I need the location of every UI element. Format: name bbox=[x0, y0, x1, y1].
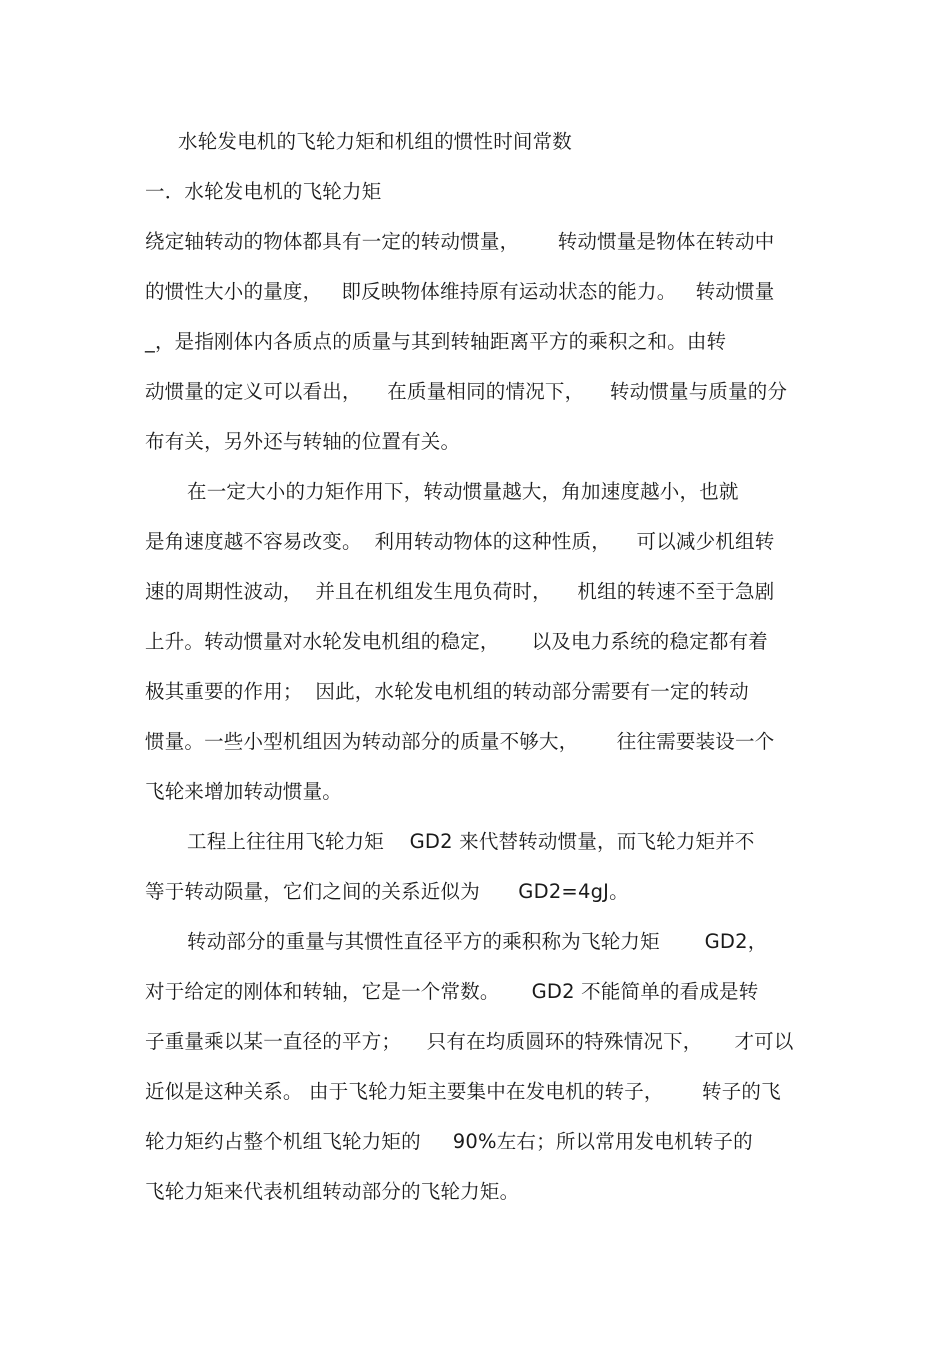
text-line: 对于给定的刚体和转轴，它是一个常数。 GD2 不能简单的看成是转 bbox=[145, 980, 759, 1003]
text-line: 工程上往往用飞轮力矩 GD2 来代替转动惯量，而飞轮力矩并不 bbox=[187, 830, 755, 853]
text-line: 速的周期性波动， 并且在机组发生甩负荷时， 机组的转速不至于急剧 bbox=[145, 580, 775, 603]
text-line: 等于转动陨量，它们之间的关系近似为 GD2=4gJ。 bbox=[145, 880, 629, 903]
document-title: 水轮发电机的飞轮力矩和机组的惯性时间常数 bbox=[178, 130, 573, 153]
text-line: 极其重要的作用； 因此，水轮发电机组的转动部分需要有一定的转动 bbox=[145, 680, 749, 703]
text-line: 轮力矩约占整个机组飞轮力矩的 90%左右；所以常用发电机转子的 bbox=[145, 1130, 753, 1153]
text-line: 飞轮力矩来代表机组转动部分的飞轮力矩。 bbox=[145, 1180, 520, 1203]
text-line: 飞轮来增加转动惯量。 bbox=[145, 780, 343, 803]
text-line: 转动部分的重量与其惯性直径平方的乘积称为飞轮力矩 GD2， bbox=[187, 930, 768, 953]
text-line: 是角速度越不容易改变。 利用转动物体的这种性质， 可以减少机组转 bbox=[145, 530, 775, 553]
text-line: _，是指刚体内各质点的质量与其到转轴距离平方的乘积之和。由转 bbox=[145, 330, 727, 353]
text-line: 的惯性大小的量度， 即反映物体维持原有运动状态的能力。 转动惯量 bbox=[145, 280, 775, 303]
text-line: 近似是这种关系。 由于飞轮力矩主要集中在发电机的转子， 转子的飞 bbox=[145, 1080, 781, 1103]
text-line: 上升。转动惯量对水轮发电机组的稳定， 以及电力系统的稳定都有着 bbox=[145, 630, 768, 653]
text-line: 惯量。一些小型机组因为转动部分的质量不够大， 往往需要装设一个 bbox=[145, 730, 775, 753]
text-line: 子重量乘以某一直径的平方； 只有在均质圆环的特殊情况下， 才可以 bbox=[145, 1030, 794, 1053]
section-heading: 一．水轮发电机的飞轮力矩 bbox=[145, 180, 382, 203]
text-line: 动惯量的定义可以看出， 在质量相同的情况下， 转动惯量与质量的分 bbox=[145, 380, 788, 403]
text-line: 绕定轴转动的物体都具有一定的转动惯量， 转动惯量是物体在转动中 bbox=[145, 230, 775, 253]
text-line: 在一定大小的力矩作用下，转动惯量越大，角加速度越小，也就 bbox=[187, 480, 739, 503]
text-line: 布有关，另外还与转轴的位置有关。 bbox=[145, 430, 461, 453]
